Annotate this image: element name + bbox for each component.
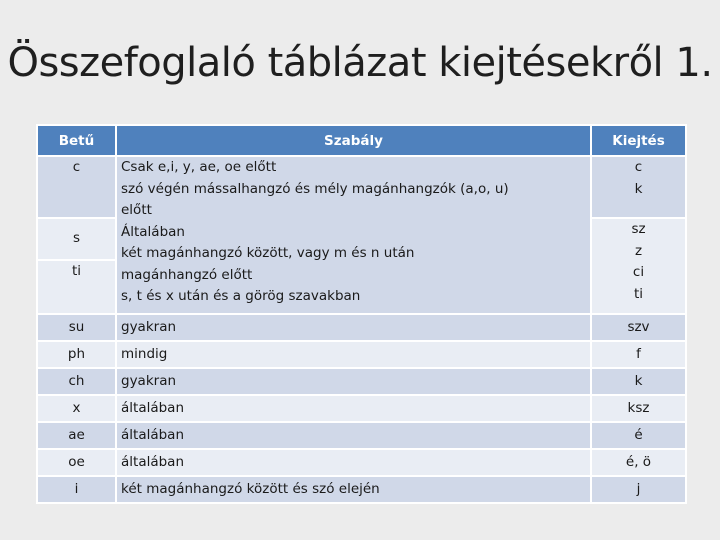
pron-sz: sz	[631, 221, 646, 237]
slide-title: Összefoglaló táblázat kiejtésekről 1.	[7, 40, 713, 86]
letter-cell: su	[37, 314, 116, 341]
letter-cell: oe	[37, 449, 116, 476]
column-header-pronunciation: Kiejtés	[591, 125, 686, 156]
pron-ci: ci	[632, 264, 645, 280]
table-row	[37, 368, 686, 395]
table-row	[37, 395, 686, 422]
rule-cell: gyakran	[116, 368, 591, 395]
letter-cell: ae	[37, 422, 116, 449]
rule-cell-block	[116, 156, 591, 314]
pron-c: c	[634, 159, 643, 175]
rule-line: Csak e,i, y, ae, oe előtt	[121, 159, 277, 175]
letter-ti: ti	[37, 260, 116, 314]
table-row-block-c	[37, 156, 686, 218]
rule-cell: általában	[116, 449, 591, 476]
letter-cell: i	[37, 476, 116, 503]
pron-cell: é	[591, 422, 686, 449]
letter-s: s	[37, 218, 116, 260]
pron-cell: f	[591, 341, 686, 368]
pron-cell: k	[591, 368, 686, 395]
column-header-letter: Betű	[37, 125, 116, 156]
table-header-row	[37, 125, 686, 156]
rule-line: Általában	[121, 223, 185, 240]
pron-cell: j	[591, 476, 686, 503]
table-row	[37, 449, 686, 476]
pron-cell: ksz	[591, 395, 686, 422]
letter-cell	[37, 156, 116, 218]
column-header-rule: Szabály	[116, 125, 591, 156]
pron-cell: é, ö	[591, 449, 686, 476]
letter-cell: ch	[37, 368, 116, 395]
pron-cell: szv	[591, 314, 686, 341]
pron-ti: ti	[633, 285, 644, 302]
rule-cell: általában	[116, 422, 591, 449]
pron-cell	[591, 156, 686, 218]
rule-cell: általában	[116, 395, 591, 422]
rule-line: előtt	[121, 202, 152, 218]
rule-line: két magánhangzó között, vagy m és n után	[121, 245, 415, 261]
rule-line: magánhangzó előtt	[121, 266, 253, 283]
rule-line: szó végén mássalhangzó és mély magánhangzók (a,o, u)	[121, 180, 509, 197]
pron-k: k	[634, 180, 643, 197]
table-row	[37, 314, 686, 341]
pron-cell	[591, 218, 686, 314]
table-row	[37, 341, 686, 368]
rule-line: s, t és x után és a görög szavakban	[121, 288, 361, 304]
rule-cell: mindig	[116, 341, 591, 368]
rule-cell: gyakran	[116, 314, 591, 341]
letter-cell: x	[37, 395, 116, 422]
rule-cell: két magánhangzó között és szó elején	[116, 476, 591, 503]
letter-cell: ph	[37, 341, 116, 368]
pron-z: z	[634, 242, 643, 259]
table-row	[37, 476, 686, 503]
letter-c: c	[72, 159, 81, 175]
pronunciation-table	[36, 124, 687, 504]
table-row	[37, 422, 686, 449]
